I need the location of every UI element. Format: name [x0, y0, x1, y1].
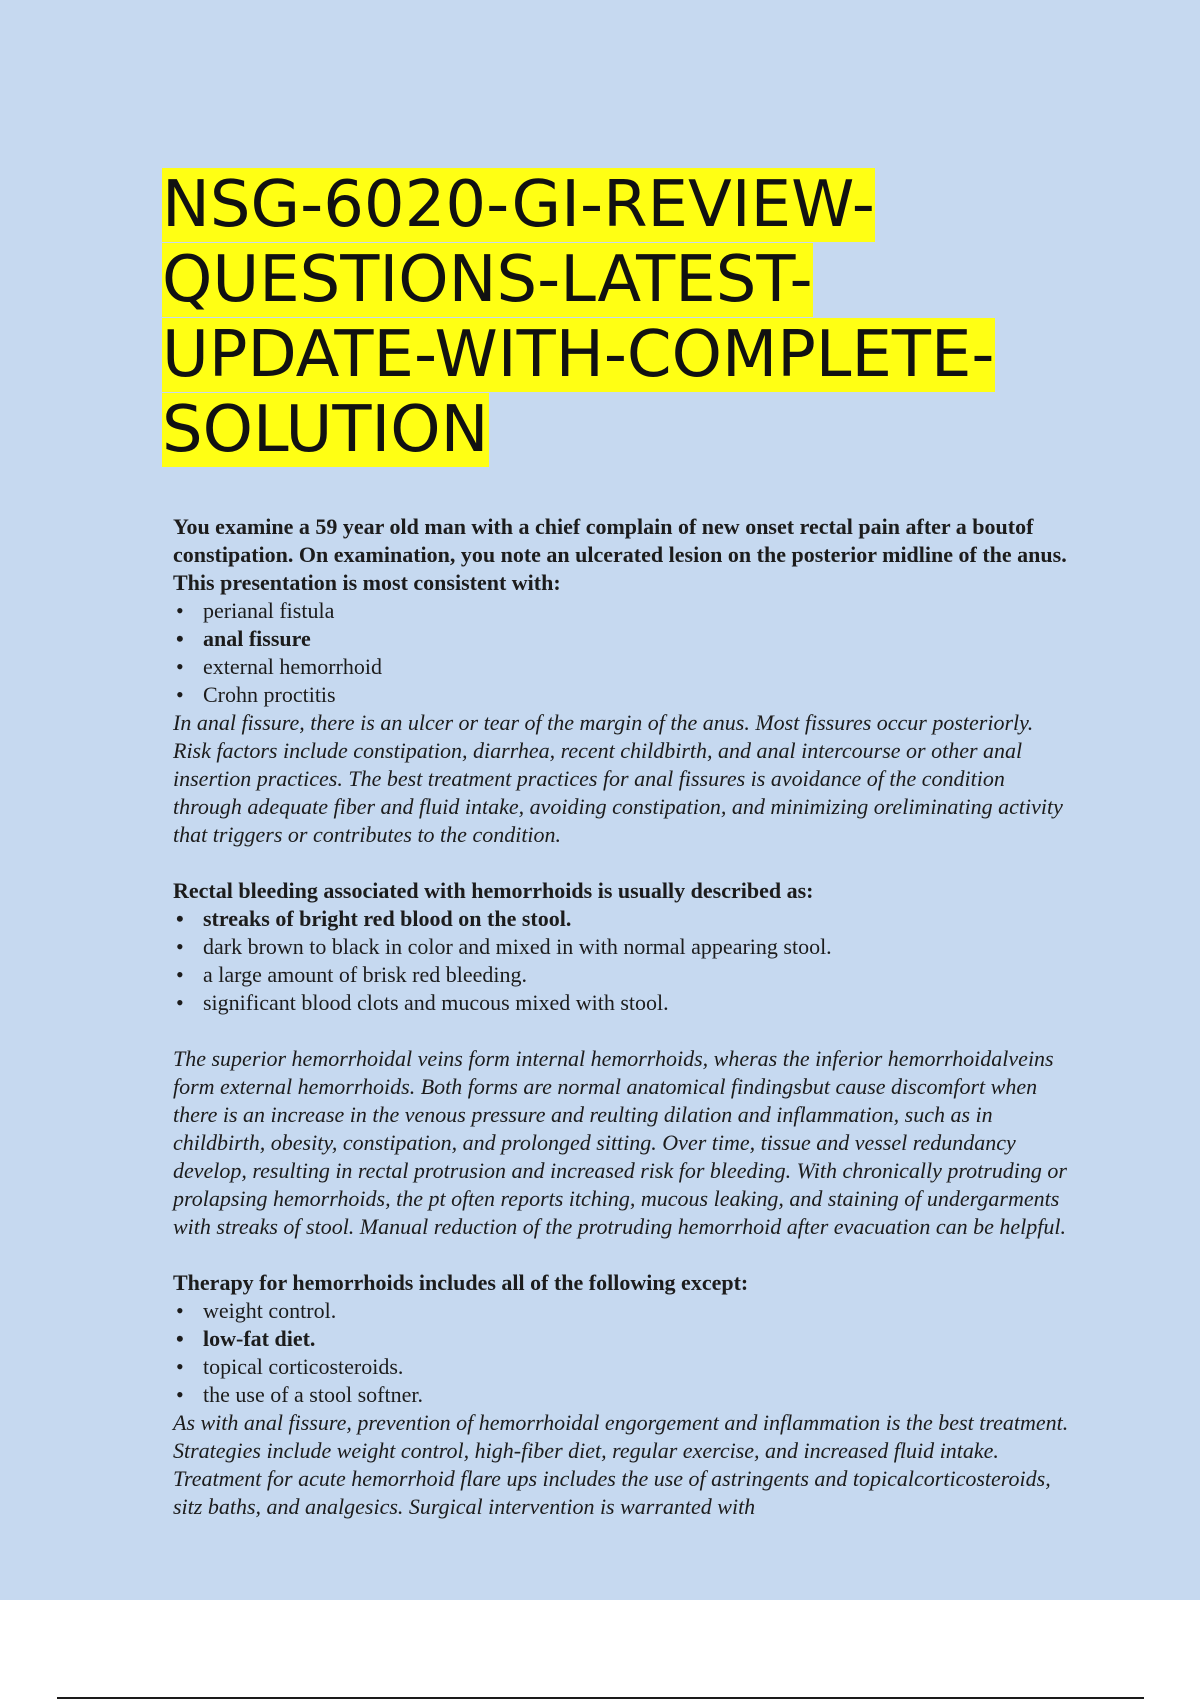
- document-title: [162, 168, 1062, 468]
- answer-option: • topical corticosteroids.: [173, 1353, 1073, 1381]
- answer-option: • dark brown to black in color and mixed in with normal appearing stool.: [173, 933, 1073, 961]
- rationale-text: The superior hemorrhoidal veins form internal hemorrhoids, wheras the inferior hemorrhoidalveins form external hemorrhoids. Both forms are normal anatomical findingsbut cause discomfort when there is an increase in the venous pressure and reulting dilation and inflammation, such as in childbirth, obesity, constipation, and prolonged sitting. Over time, tissue and vessel redundancy develop, resulting in rectal protrusion and increased risk for bleeding. With chronically protruding or prolapsing hemorrhoids, the pt often reports itching, mucous leaking, and staining of undergarments with streaks of stool. Manual reduction of the protruding hemorrhoid after evacuation can be helpful.: [173, 1046, 1067, 1239]
- answer-option: • perianal fistula: [173, 597, 1073, 625]
- correct-answer-option: • low-fat diet.: [173, 1325, 1073, 1353]
- correct-answer-option: • streaks of bright red blood on the stool.: [173, 905, 1073, 933]
- question-text: Therapy for hemorrhoids includes all of the following except:: [173, 1270, 749, 1295]
- answer-options: [173, 1297, 1073, 1409]
- rationale-text: As with anal fissure, prevention of hemorrhoidal engorgement and inflammation is the best treatment. Strategies include weight control, high-fiber diet, regular exercise, and increased fluid intake. Treatment for acute hemorrhoid flare ups includes the use of astringents and topicalcorticosteroids, sitz baths, and analgesics. Surgical intervention is warranted with: [173, 1410, 1069, 1519]
- spacer: [173, 849, 1073, 877]
- answer-option: • weight control.: [173, 1297, 1073, 1325]
- correct-answer-option: • anal fissure: [173, 625, 1073, 653]
- spacer: [173, 1017, 1073, 1045]
- footer-divider: [57, 1697, 1144, 1699]
- question-text: Rectal bleeding associated with hemorrhoids is usually described as:: [173, 878, 814, 903]
- answer-option: • a large amount of brisk red bleeding.: [173, 961, 1073, 989]
- question-block-3: [173, 1269, 1073, 1521]
- question-block-2: [173, 877, 1073, 1241]
- spacer: [173, 1241, 1073, 1269]
- question-text: You examine a 59 year old man with a chief complain of new onset rectal pain after a boutof constipation. On examination, you note an ulcerated lesion on the posterior midline of the anus. This presentation is most consistent with:: [173, 514, 1067, 595]
- rationale-text: In anal fissure, there is an ulcer or tear of the margin of the anus. Most fissures occur posteriorly. Risk factors include constipation, diarrhea, recent childbirth, and anal intercourse or other anal insertion practices. The best treatment practices for anal fissures is avoidance of the condition through adequate fiber and fluid intake, avoiding constipation, and minimizing oreliminating activity that triggers or contributes to the condition.: [173, 710, 1063, 847]
- answer-option: • Crohn proctitis: [173, 681, 1073, 709]
- answer-option: • the use of a stool softner.: [173, 1381, 1073, 1409]
- document-body: [173, 513, 1073, 1521]
- answer-option: • external hemorrhoid: [173, 653, 1073, 681]
- answer-options: [173, 597, 1073, 709]
- title-highlight: NSG-6020-GI-REVIEW-QUESTIONS-LATEST-UPDATE-WITH-COMPLETE-SOLUTION: [162, 168, 995, 467]
- answer-options: [173, 905, 1073, 1017]
- answer-option: • significant blood clots and mucous mixed with stool.: [173, 989, 1073, 1017]
- question-block-1: [173, 513, 1073, 849]
